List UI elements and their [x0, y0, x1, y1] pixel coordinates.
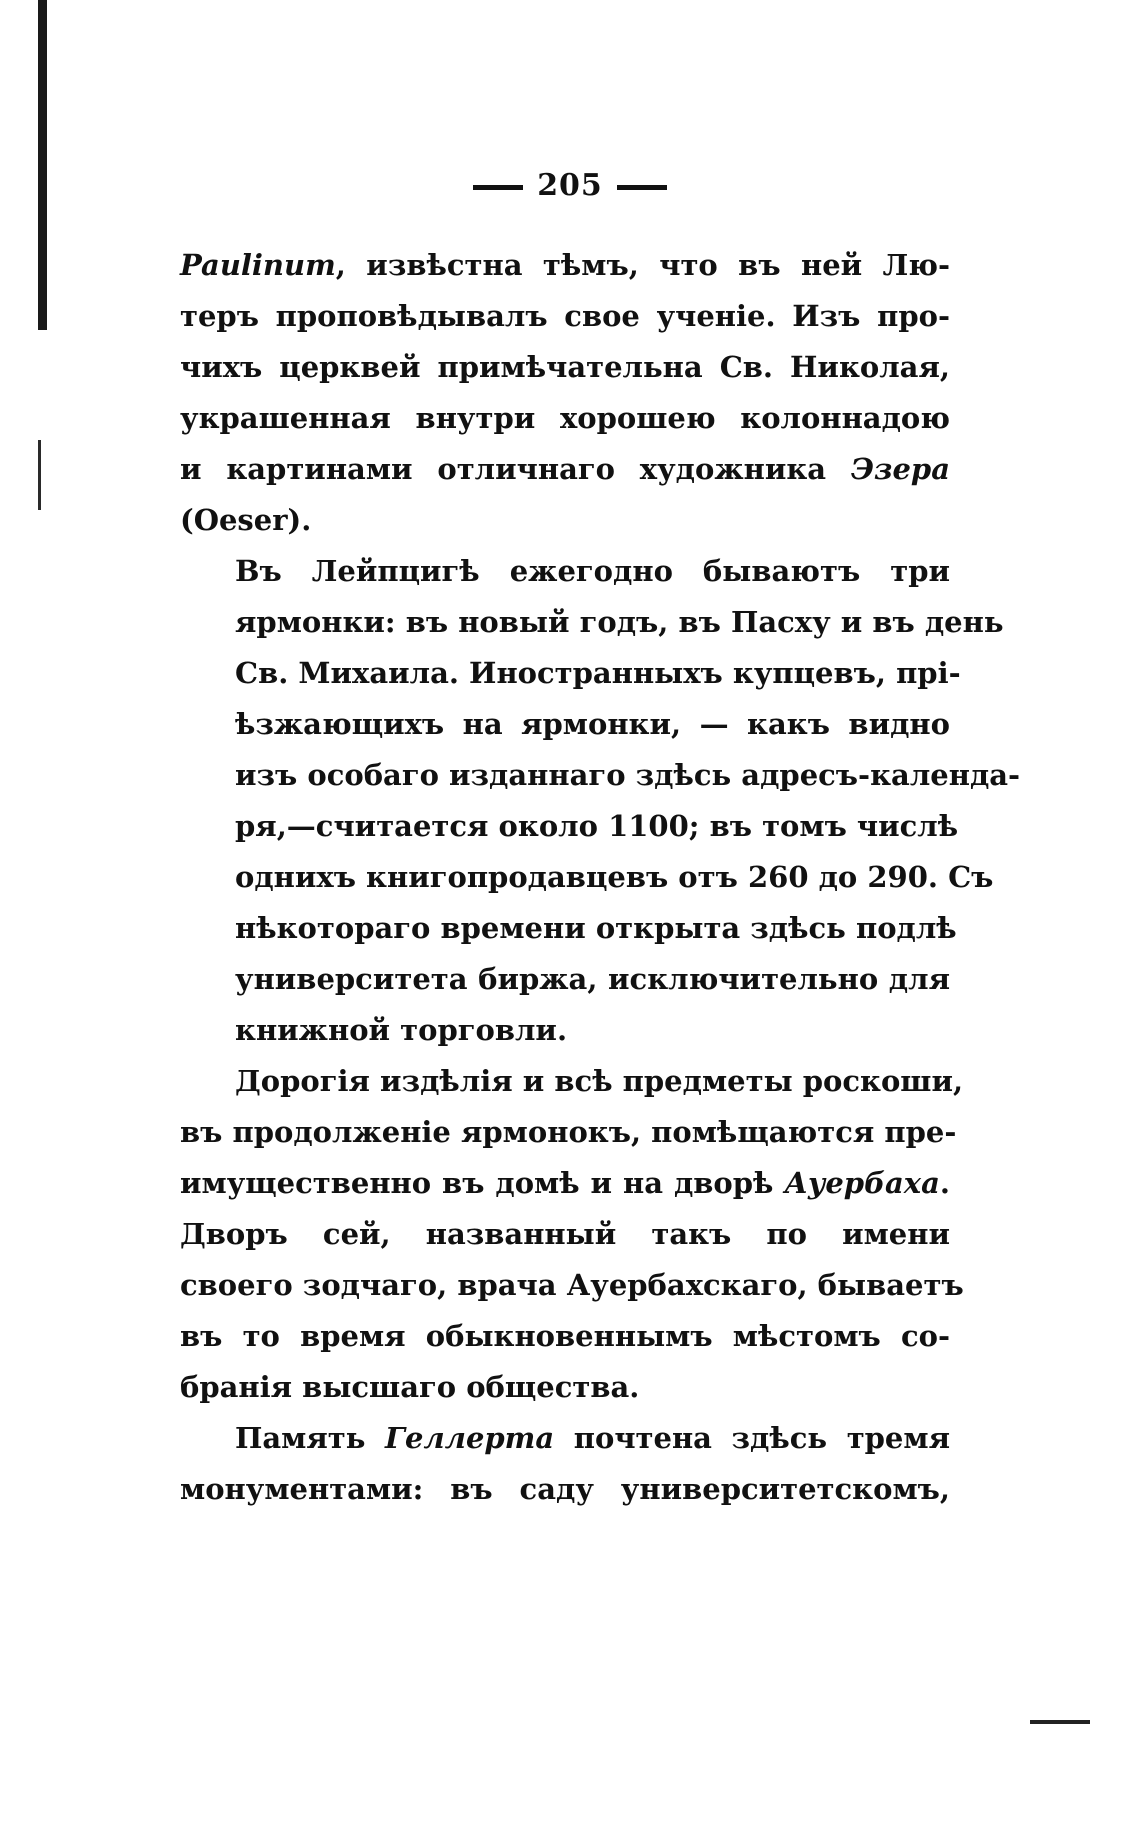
text-line: монументами: въ саду университетскомъ,	[180, 1472, 950, 1506]
text-line	[180, 1413, 950, 1464]
text-span: имущественно въ домѣ и на дворѣ	[180, 1166, 785, 1200]
text-line: университета биржа, исключительно для	[235, 962, 950, 996]
page-edge-shadow	[38, 0, 47, 330]
text-span: .	[939, 1166, 950, 1200]
text-line: бранія высшаго общества.	[180, 1370, 640, 1404]
text-span: почтена здѣсь тремя	[554, 1421, 951, 1455]
header-dash-left	[473, 185, 523, 190]
text-line: Дорогія издѣлія и всѣ предметы роскоши,	[235, 1064, 964, 1098]
italic-term: Геллерта	[385, 1421, 555, 1455]
text-line	[180, 240, 950, 291]
text-line: ѣзжающихъ на ярмонки, — какъ видно	[235, 707, 950, 741]
paragraph-4	[180, 1413, 950, 1515]
paragraph-2	[180, 546, 1021, 1056]
text-line: нѣкотораго времени открыта здѣсь подлѣ	[235, 911, 957, 945]
scan-mark	[1030, 1720, 1090, 1724]
text-line	[180, 1158, 950, 1209]
page-edge-mark	[38, 440, 41, 510]
text-line: въ то время обыкновеннымъ мѣстомъ со-	[180, 1319, 950, 1353]
text-line: теръ проповѣдывалъ свое ученіе. Изъ про-	[180, 299, 950, 333]
text-span: и картинами отличнаго художника	[180, 452, 851, 486]
text-line: Дворъ сей, названный такъ по имени	[180, 1217, 950, 1251]
text-line: чихъ церквей примѣчательна Св. Николая,	[180, 350, 950, 384]
text-line: изъ особаго изданнаго здѣсь адресъ-календа-	[235, 758, 1021, 792]
text-line: Св. Михаила. Иностранныхъ купцевъ, прі-	[235, 656, 961, 690]
page-body	[180, 240, 1021, 1515]
text-line: однихъ книгопродавцевъ отъ 260 до 290. Съ	[235, 860, 994, 894]
text-line: ря,—считается около 1100; въ томъ числѣ	[235, 809, 959, 843]
paragraph-3	[180, 1056, 964, 1413]
italic-term: Paulinum	[180, 248, 336, 282]
page-number-header	[0, 168, 1140, 203]
text-line: украшенная внутри хорошею колоннадою	[180, 401, 950, 435]
text-line: книжной торговли.	[235, 1013, 568, 1047]
page-number: 205	[537, 168, 603, 203]
italic-term: Ауербаха	[784, 1166, 940, 1200]
text-line: Въ Лейпцигѣ ежегодно бываютъ три	[235, 554, 950, 588]
italic-term: Эзера	[850, 452, 950, 486]
text-line: въ продолженіе ярмонокъ, помѣщаются пре-	[180, 1115, 957, 1149]
text-line	[180, 444, 950, 495]
text-line: ярмонки: въ новый годъ, въ Пасху и въ день	[235, 605, 1004, 639]
text-span: , извѣстна тѣмъ, что въ ней Лю-	[335, 248, 950, 282]
paragraph-1	[180, 240, 950, 546]
text-line: (Oeser).	[180, 503, 312, 537]
header-dash-right	[617, 185, 667, 190]
text-line: своего зодчаго, врача Ауербахскаго, бываетъ	[180, 1268, 964, 1302]
text-span: Память	[235, 1421, 386, 1455]
